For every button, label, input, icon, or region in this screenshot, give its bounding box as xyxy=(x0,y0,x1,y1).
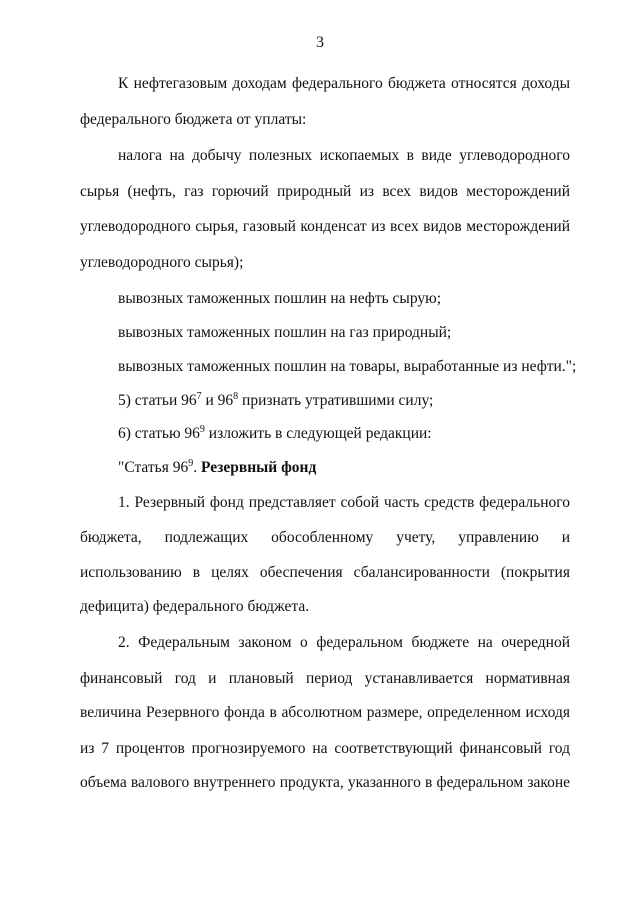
article-heading xyxy=(118,459,316,477)
text-fragment: и 96 xyxy=(201,392,234,409)
list-item: вывозных таможенных пошлин на нефть сырую; xyxy=(118,290,442,307)
list-item-5 xyxy=(118,392,433,410)
text-line: 1. Резервный фонд представляет собой часть средств федерального xyxy=(118,494,570,511)
text-line: дефицита) федерального бюджета. xyxy=(80,598,310,615)
text-line: 2. Федеральным законом о федеральном бюджете на очередной xyxy=(118,634,570,651)
text-line: К нефтегазовым доходам федерального бюджета относятся доходы xyxy=(118,75,570,92)
text-line: налога на добычу полезных ископаемых в виде углеводородного xyxy=(118,147,570,164)
superscript: 8 xyxy=(233,391,239,402)
text-line: величина Резервного фонда в абсолютном размере, определенном исходя xyxy=(80,704,570,721)
text-fragment: . xyxy=(193,459,201,476)
superscript: 7 xyxy=(196,391,202,402)
list-item: вывозных таможенных пошлин на товары, выработанные из нефти."; xyxy=(118,358,577,375)
list-item: вывозных таможенных пошлин на газ природный; xyxy=(118,324,452,341)
text-fragment: изложить в следующей редакции: xyxy=(204,425,432,442)
text-fragment: 5) статьи 96 xyxy=(118,392,197,409)
text-fragment: "Статья 96 xyxy=(118,459,189,476)
article-title: Резервный фонд xyxy=(201,459,317,476)
text-line: сырья (нефть, газ горючий природный из всех видов месторождений xyxy=(80,183,570,200)
text-line: использованию в целях обеспечения сбалансированности (покрытия xyxy=(80,564,570,581)
text-line: финансовый год и плановый период устанавливается нормативная xyxy=(80,670,570,687)
text-line: федерального бюджета от уплаты: xyxy=(80,111,307,128)
text-line: бюджета, подлежащих обособленному учету, управлению и xyxy=(80,529,570,546)
text-line: объема валового внутреннего продукта, указанного в федеральном законе xyxy=(80,774,570,791)
text-fragment: признать утратившими силу; xyxy=(238,392,434,409)
text-fragment: 6) статью 96 xyxy=(118,425,200,442)
text-line: углеводородного сырья, газовый конденсат из всех видов месторождений xyxy=(80,218,570,235)
list-item-6 xyxy=(118,425,432,443)
superscript: 9 xyxy=(188,458,194,469)
superscript: 9 xyxy=(199,424,205,435)
text-line: из 7 процентов прогнозируемого на соответствующий финансовый год xyxy=(80,740,570,757)
page-number: 3 xyxy=(316,34,324,51)
text-line: углеводородного сырья); xyxy=(80,254,244,271)
